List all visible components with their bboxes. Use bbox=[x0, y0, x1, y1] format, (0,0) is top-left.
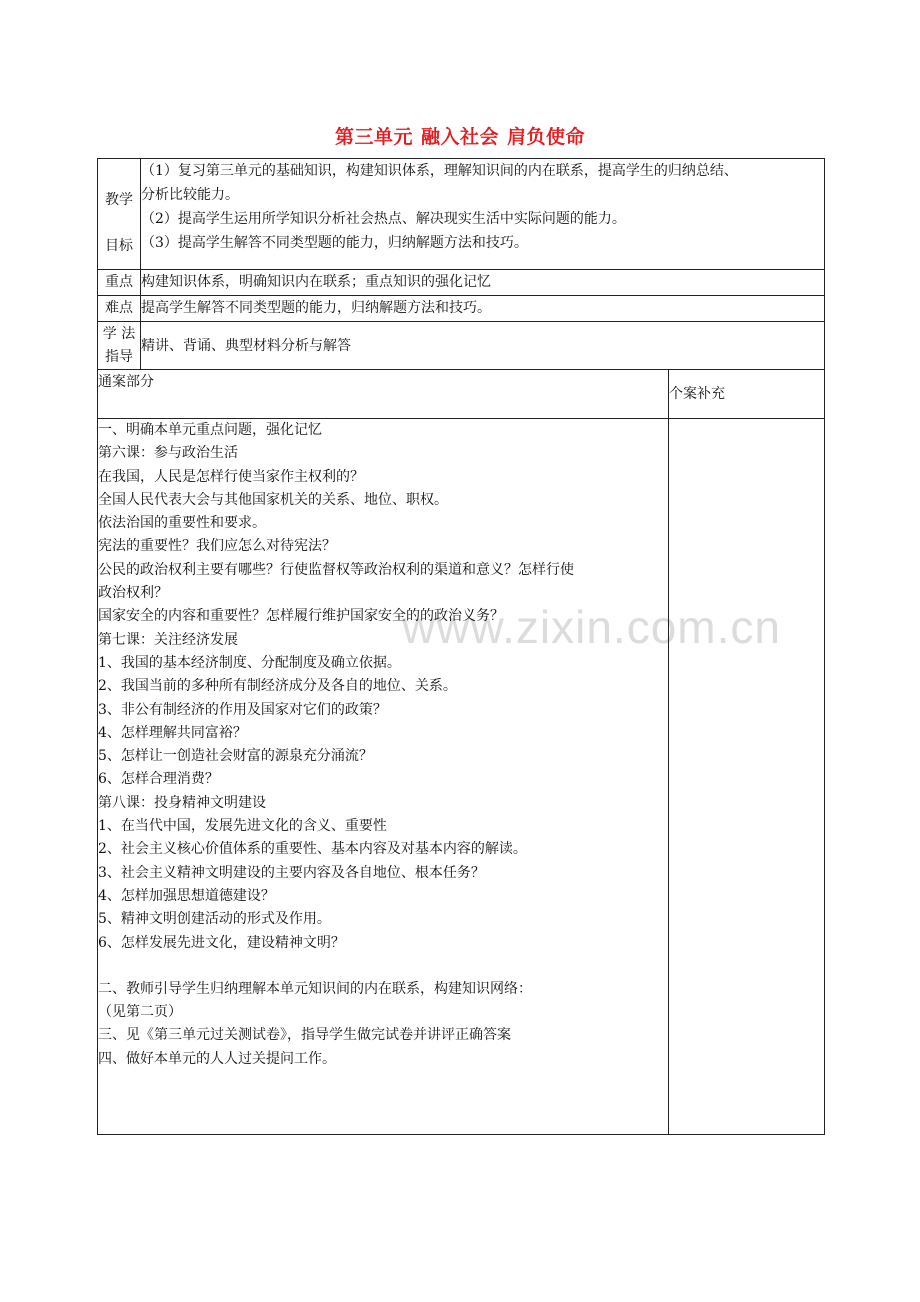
goals-label-line-2: 目标 bbox=[105, 238, 133, 254]
body-line: 4、怎样加强思想道德建设？ bbox=[98, 887, 275, 904]
body-line: 3、非公有制经济的作用及国家对它们的政策？ bbox=[98, 701, 387, 718]
body-row bbox=[98, 419, 825, 1135]
body-line: 1、在当代中国，发展先进文化的含义、重要性 bbox=[98, 818, 387, 835]
body-line: 3、社会主义精神文明建设的主要内容及各自地位、根本任务？ bbox=[98, 864, 485, 881]
body-line: 政治权利？ bbox=[98, 585, 168, 602]
difficulty-row bbox=[98, 296, 825, 322]
focus-row bbox=[98, 270, 825, 296]
goals-label-line-1: 教学 bbox=[105, 192, 133, 208]
body-line: 1、我国的基本经济制度、分配制度及确立依据。 bbox=[98, 654, 401, 671]
body-line: 公民的政治权利主要有哪些？行使监督权等政治权利的渠道和意义？怎样行使 bbox=[98, 561, 574, 578]
method-label-line-1: 学 法 bbox=[102, 326, 136, 342]
common-header: 通案部分 bbox=[98, 370, 669, 419]
body-line: 全国人民代表大会与其他国家机关的关系、地位、职权。 bbox=[98, 491, 448, 508]
body-line: 二、教师引导学生归纳理解本单元知识间的内在联系，构建知识网络： bbox=[98, 980, 532, 997]
supplement-header: 个案补充 bbox=[669, 370, 825, 419]
body-line: 三、见《第三单元过关测试卷》，指导学生做完试卷并讲评正确答案 bbox=[98, 1027, 511, 1044]
goal-line: 分析比较能力。 bbox=[141, 187, 239, 203]
supplement-content bbox=[669, 419, 825, 1135]
method-row bbox=[98, 322, 825, 370]
section-review bbox=[98, 419, 668, 955]
goals-content bbox=[141, 159, 825, 270]
body-line: 第八课：投身精神文明建设 bbox=[98, 794, 266, 811]
page-title bbox=[0, 122, 920, 149]
body-line: 第六课：参与政治生活 bbox=[98, 445, 238, 462]
method-label bbox=[98, 322, 141, 370]
body-line: 在我国，人民是怎样行使当家作主权利的？ bbox=[98, 468, 364, 485]
body-line: 5、精神文明创建活动的形式及作用。 bbox=[98, 911, 331, 928]
body-line: 6、怎样合理消费？ bbox=[98, 771, 219, 788]
common-content bbox=[98, 419, 669, 1135]
goal-line: （1）复习第三单元的基础知识，构建知识体系，理解知识间的内在联系，提高学生的归纳总结、 bbox=[141, 163, 738, 179]
method-label-line-2: 指导 bbox=[105, 349, 133, 365]
goals-label bbox=[98, 159, 141, 270]
body-line: 5、怎样让一创造社会财富的源泉充分涌流？ bbox=[98, 748, 373, 765]
body-line: 第七课：关注经济发展 bbox=[98, 631, 238, 648]
body-line: 2、社会主义核心价值体系的重要性、基本内容及对基本内容的解读。 bbox=[98, 841, 527, 858]
section-tasks bbox=[98, 978, 668, 1071]
focus-text: 构建知识体系，明确知识内在联系；重点知识的强化记忆 bbox=[141, 270, 825, 296]
body-line: （见第二页） bbox=[98, 1004, 182, 1021]
goal-line: （3）提高学生解答不同类型题的能力，归纳解题方法和技巧。 bbox=[141, 235, 528, 251]
watermark: www.zixin.com.cn bbox=[402, 601, 781, 653]
body-line: 6、怎样发展先进文化，建设精神文明？ bbox=[98, 934, 345, 951]
title-part-1: 第三单元 bbox=[334, 126, 413, 148]
section-header-row bbox=[98, 370, 825, 419]
title-part-2: 融入社会 bbox=[420, 126, 499, 148]
title-part-3: 肩负使命 bbox=[507, 126, 586, 148]
body-line: 一、明确本单元重点问题，强化记忆 bbox=[98, 422, 322, 438]
method-text: 精讲、背诵、典型材料分析与解答 bbox=[141, 322, 825, 370]
body-line: 四、做好本单元的人人过关提问工作。 bbox=[98, 1050, 336, 1067]
lesson-plan-table bbox=[97, 158, 825, 1135]
focus-label: 重点 bbox=[98, 270, 141, 296]
difficulty-text: 提高学生解答不同类型题的能力，归纳解题方法和技巧。 bbox=[141, 296, 825, 322]
body-line: 4、怎样理解共同富裕？ bbox=[98, 724, 247, 741]
body-line: 依法治国的重要性和要求。 bbox=[98, 515, 266, 532]
body-line: 2、我国当前的多种所有制经济成分及各自的地位、关系。 bbox=[98, 678, 457, 695]
body-line: 国家安全的内容和重要性？怎样履行维护国家安全的的政治义务？ bbox=[98, 608, 504, 625]
difficulty-label: 难点 bbox=[98, 296, 141, 322]
body-line: 宪法的重要性？我们应怎么对待宪法？ bbox=[98, 538, 336, 555]
goal-line: （2）提高学生运用所学知识分析社会热点、解决现实生活中实际问题的能力。 bbox=[141, 211, 626, 227]
goals-row bbox=[98, 159, 825, 270]
section-spacer bbox=[98, 955, 668, 978]
